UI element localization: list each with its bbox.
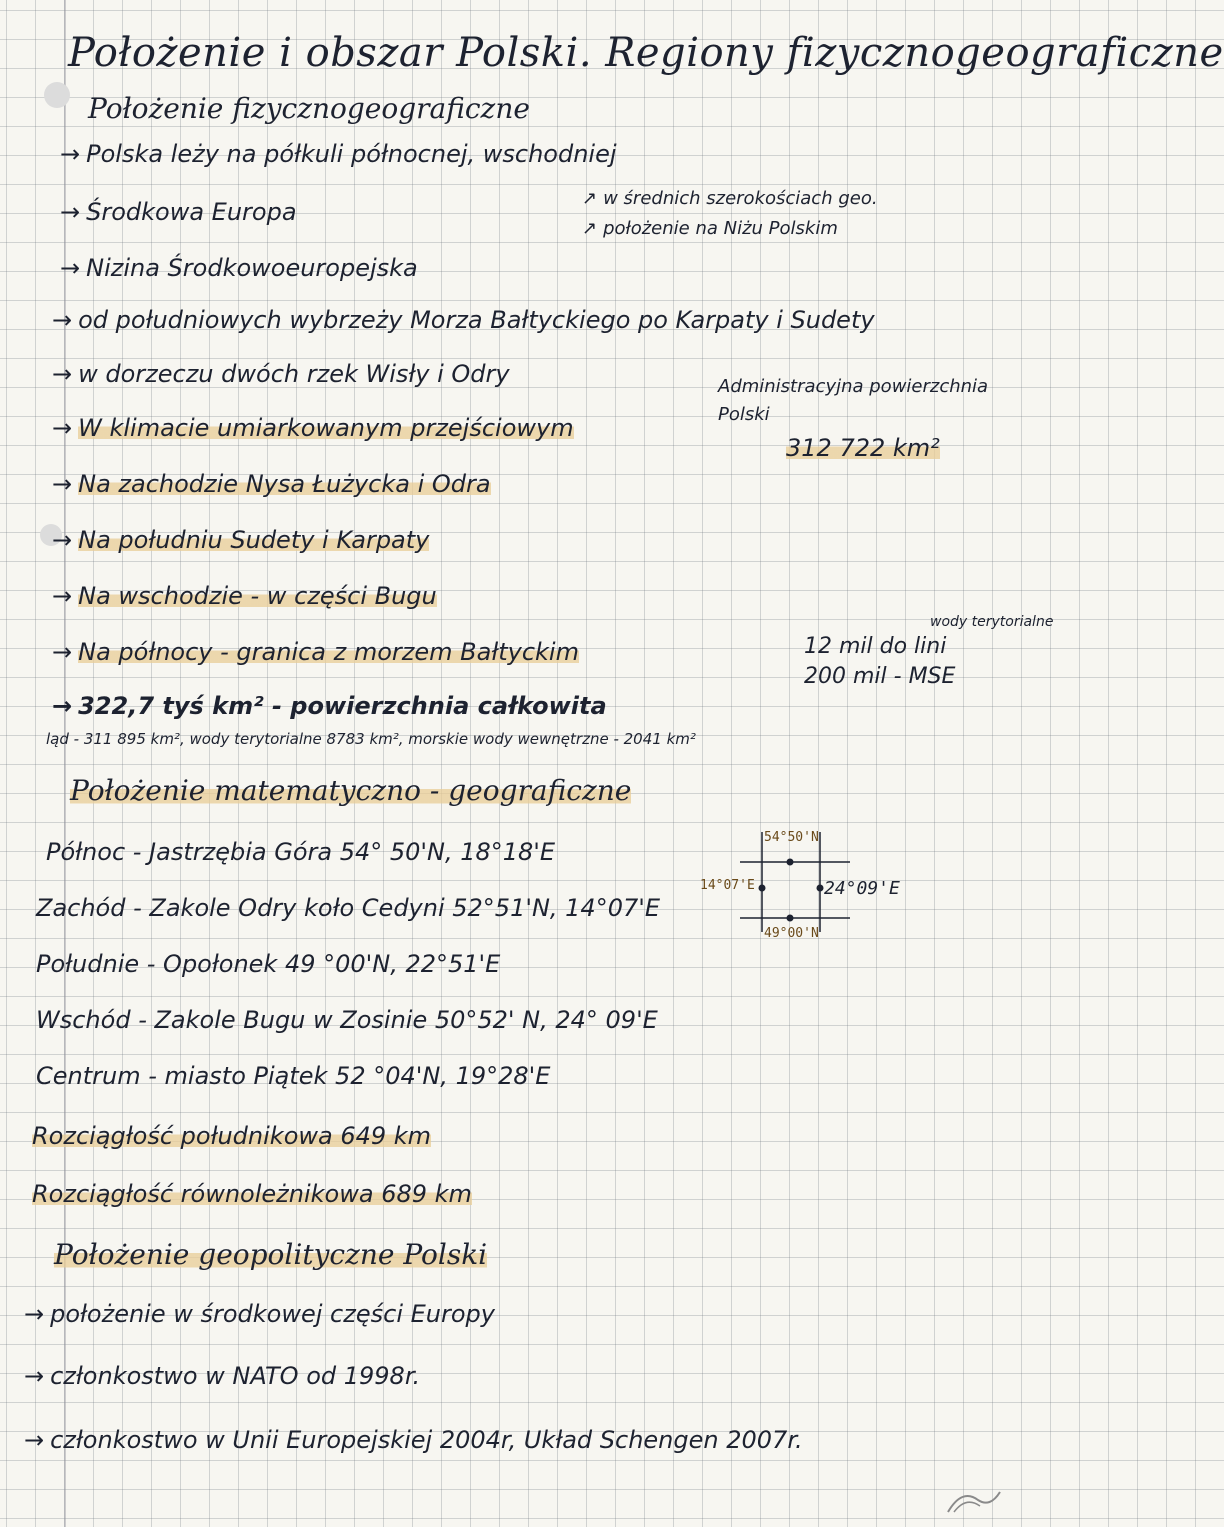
- list-item: → w dorzeczu dwóch rzek Wisły i Odry: [52, 360, 510, 388]
- diagram-north-label: 54°50'N: [764, 830, 819, 845]
- list-item: → Na południu Sudety i Karpaty: [52, 526, 430, 554]
- list-item: → położenie w środkowej części Europy: [24, 1300, 495, 1328]
- punch-hole: [44, 82, 70, 108]
- side-note: ↗ w średnich szerokościach geo.: [582, 188, 878, 209]
- admin-area-label: Polski: [718, 404, 770, 425]
- coordinate-line: Południe - Opołonek 49 °00'N, 22°51'E: [36, 950, 501, 978]
- list-item: → Nizina Środkowoeuropejska: [60, 254, 418, 282]
- waters-label: wody terytorialne: [930, 614, 1054, 630]
- list-item: → członkostwo w Unii Europejskiej 2004r, Układ Schengen 2007r.: [24, 1426, 803, 1454]
- list-item: → W klimacie umiarkowanym przejściowym: [52, 414, 574, 442]
- list-item: → 322,7 tyś km² - powierzchnia całkowita: [52, 692, 607, 720]
- waters-note: 12 mil do lini: [804, 634, 947, 659]
- section-heading-geopolitical: Położenie geopolityczne Polski: [54, 1238, 488, 1271]
- admin-area-value: 312 722 km²: [786, 434, 940, 462]
- side-note: ↗ położenie na Niżu Polskim: [582, 218, 838, 239]
- coordinate-line: Centrum - miasto Piątek 52 °04'N, 19°28'E: [36, 1062, 551, 1090]
- area-detail: ląd - 311 895 km², wody terytorialne 8783 km², morskie wody wewnętrzne - 2041 km²: [46, 730, 696, 748]
- latitudinal-extent: Rozciągłość równoleżnikowa 689 km: [32, 1180, 472, 1208]
- diagram-east-label: 24°09'E: [824, 878, 900, 899]
- diagram-south-label: 49°00'N: [764, 926, 819, 941]
- list-item: → Środkowa Europa: [60, 198, 297, 226]
- coordinate-line: Wschód - Zakole Bugu w Zosinie 50°52' N, 24° 09'E: [36, 1006, 658, 1034]
- extreme-points-diagram: [700, 822, 940, 962]
- list-item: → Na zachodzie Nysa Łużycka i Odra: [52, 470, 491, 498]
- coordinate-line: Północ - Jastrzębia Góra 54° 50'N, 18°18'E: [46, 838, 556, 866]
- list-item: → od południowych wybrzeży Morza Bałtyckiego po Karpaty i Sudety: [52, 306, 875, 334]
- diagram-west-label: 14°07'E: [700, 878, 755, 893]
- section-heading-math: Położenie matematyczno - geograficzne: [70, 774, 632, 807]
- list-item: → członkostwo w NATO od 1998r.: [24, 1362, 421, 1390]
- meridional-extent: Rozciągłość południkowa 649 km: [32, 1122, 432, 1150]
- list-item: → Na wschodzie - w części Bugu: [52, 582, 437, 610]
- waters-note: 200 mil - MSE: [804, 664, 956, 689]
- notebook-margin-line: [64, 0, 66, 1527]
- admin-area-label: Administracyjna powierzchnia: [718, 376, 989, 397]
- section-heading-physical: Położenie fizycznogeograficzne: [88, 92, 530, 125]
- coordinate-line: Zachód - Zakole Odry koło Cedyni 52°51'N, 14°07'E: [36, 894, 660, 922]
- page-title: Położenie i obszar Polski. Regiony fizycznogeograficzne: [68, 30, 1224, 76]
- list-item: → Polska leży na półkuli północnej, wschodniej: [60, 140, 617, 168]
- list-item: → Na północy - granica z morzem Bałtyckim: [52, 638, 579, 666]
- corner-doodle: [944, 1486, 1004, 1516]
